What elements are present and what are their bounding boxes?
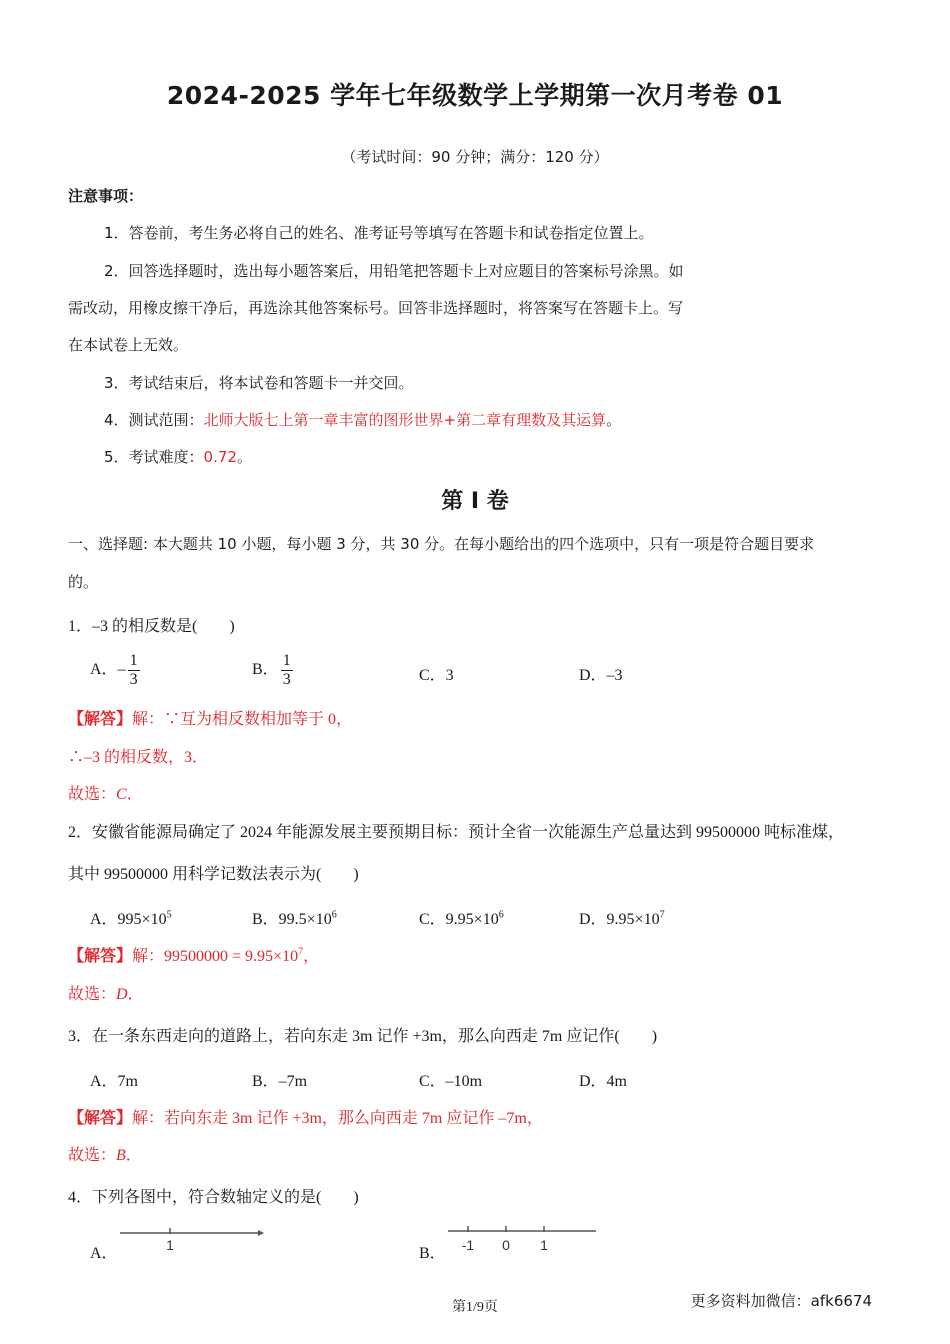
q2-option-d-text: D．9.95×10 [579, 911, 660, 928]
q1-option-b-numerator: 1 [282, 652, 291, 669]
notice-item-2-line-2: 需改动，用橡皮擦干净后，再选涂其他答案标号。回答非选择题时，将答案写在答题卡上。写 [68, 299, 684, 317]
q3-solution-text: 解：若向东走 3m 记作 +3m，那么向西走 7m 应记作 –7m， [132, 1110, 543, 1127]
q1-option-b [252, 652, 293, 689]
q1-option-b-denominator: 3 [282, 671, 291, 688]
q1-option-a-numerator: 1 [129, 652, 138, 669]
q4-option-b-tick-label: 0 [502, 1237, 510, 1253]
notice-item-5-suffix: 。 [236, 448, 252, 466]
q1-choice-prefix: 故选： [68, 786, 117, 803]
q2-stem-line-1: 2．安徽省能源局确定了 2024 年能源发展主要预期目标：预计全省一次能源生产总量达到 99500000 吨标准煤， [68, 824, 845, 841]
q4-option-a-number-line [118, 1222, 268, 1258]
notice-item-5-prefix: 5．考试难度： [104, 448, 204, 466]
q1-solution-tag: 【解答】 [68, 711, 133, 728]
exam-title: 2024-2025 学年七年级数学上学期第一次月考卷 01 [166, 81, 784, 110]
q3-choice-letter: B [116, 1147, 126, 1164]
q1-option-a-sign: – [117, 661, 126, 679]
q3-solution-tag: 【解答】 [68, 1110, 133, 1127]
q2-solution-exponent: 7 [298, 946, 304, 958]
q3-choice-prefix: 故选： [68, 1147, 117, 1164]
section-title: 第 Ⅰ 卷 [441, 489, 509, 514]
q2-option-a-text: A．995×10 [90, 911, 167, 928]
q2-option-d [579, 906, 665, 929]
q4-option-b-number-line [446, 1222, 601, 1258]
q4-option-b-tick-label: 1 [540, 1237, 548, 1253]
q2-choice [68, 981, 144, 1004]
q2-option-a [90, 906, 172, 929]
q2-option-d-exponent: 7 [659, 909, 665, 921]
q1-option-a-fraction [128, 652, 140, 689]
part1-line-1: 一、选择题: 本大题共 10 小题，每小题 3 分，共 30 分。在每小题给出的四个选项中，只有一项是符合题目要求 [68, 535, 815, 553]
q1-choice [68, 781, 143, 804]
q2-solution [68, 943, 319, 966]
wechat-contact: 更多资料加微信：afk6674 [690, 1292, 872, 1310]
notice-item-1: 1．答卷前，考生务必将自己的姓名、准考证号等填写在答题卡和试卷指定位置上。 [104, 224, 654, 242]
page-number: 第1/9页 [452, 1300, 498, 1315]
q2-option-b-exponent: 6 [331, 909, 337, 921]
q3-stem: 3．在一条东西走向的道路上，若向东走 3m 记作 +3m，那么向西走 7m 应记作( ) [68, 1028, 658, 1045]
q2-solution-suffix: ， [303, 948, 320, 965]
q1-option-a [90, 652, 140, 689]
q3-choice-suffix: ． [125, 1147, 142, 1164]
q4-stem: 4．下列各图中，符合数轴定义的是( ) [68, 1189, 359, 1206]
part1-line-2: 的。 [68, 573, 99, 591]
q1-choice-suffix: ． [126, 786, 143, 803]
q2-choice-letter: D [116, 986, 128, 1003]
q2-solution-text: 解：99500000 = 9.95×10 [132, 948, 299, 965]
q1-solution-1 [68, 706, 352, 729]
notice-item-5 [104, 446, 252, 467]
difficulty-value: 0.72 [203, 448, 237, 466]
q2-option-c [419, 906, 504, 929]
notice-item-2-line-1: 2．回答选择题时，选出每小题答案后，用铅笔把答题卡上对应题目的答案标号涂黑。如 [104, 262, 684, 280]
notice-item-2-line-3: 在本试卷上无效。 [68, 336, 189, 354]
q4-option-a-arrow [258, 1230, 264, 1236]
q3-option-d: D．4m [579, 1073, 628, 1090]
q2-choice-prefix: 故选： [68, 986, 117, 1003]
q3-choice [68, 1142, 142, 1165]
q4-option-a-tick-label: 1 [166, 1237, 174, 1253]
q1-solution-2: ∴–3 的相反数，3． [68, 749, 209, 766]
q2-option-c-exponent: 6 [498, 909, 504, 921]
q1-choice-letter: C [116, 786, 127, 803]
notice-item-4-suffix: 。 [606, 411, 622, 429]
q1-option-b-label: B． [252, 661, 279, 679]
q2-option-b-text: B．99.5×10 [252, 911, 332, 928]
q2-stem-line-2: 其中 99500000 用科学记数法表示为( ) [68, 866, 359, 883]
q3-option-a: A．7m [90, 1073, 139, 1090]
notice-item-4-prefix: 4．测试范围： [104, 411, 204, 429]
q2-option-a-exponent: 5 [166, 909, 172, 921]
q4-option-b-tick-label: -1 [461, 1237, 475, 1253]
q3-option-b: B．–7m [252, 1073, 308, 1090]
notice-item-4 [104, 409, 621, 430]
exam-subtitle: （考试时间：90 分钟；满分：120 分） [341, 148, 609, 166]
q2-option-b [252, 906, 337, 929]
q3-option-c: C．–10m [419, 1073, 483, 1090]
test-range: 北师大版七上第一章丰富的图形世界+第二章有理数及其运算 [203, 411, 607, 429]
q1-solution-text-1: 解：∵互为相反数相加等于 0， [132, 711, 353, 728]
q1-stem: 1．–3 的相反数是( ) [68, 618, 235, 635]
q1-option-c: C．3 [419, 667, 454, 684]
q2-option-c-text: C．9.95×10 [419, 911, 499, 928]
q4-option-b-label: B． [419, 1245, 446, 1262]
notice-item-3: 3．考试结束后，将本试卷和答题卡一并交回。 [104, 374, 414, 392]
q1-option-d: D．–3 [579, 667, 623, 684]
q2-solution-tag: 【解答】 [68, 948, 133, 965]
notice-heading: 注意事项： [68, 187, 144, 205]
q1-option-a-label: A． [90, 661, 118, 679]
q2-choice-suffix: ． [127, 986, 144, 1003]
q4-option-a-label: A． [90, 1245, 118, 1262]
q1-option-a-denominator: 3 [129, 671, 138, 688]
q1-option-b-fraction [281, 652, 293, 689]
q3-solution [68, 1105, 543, 1128]
